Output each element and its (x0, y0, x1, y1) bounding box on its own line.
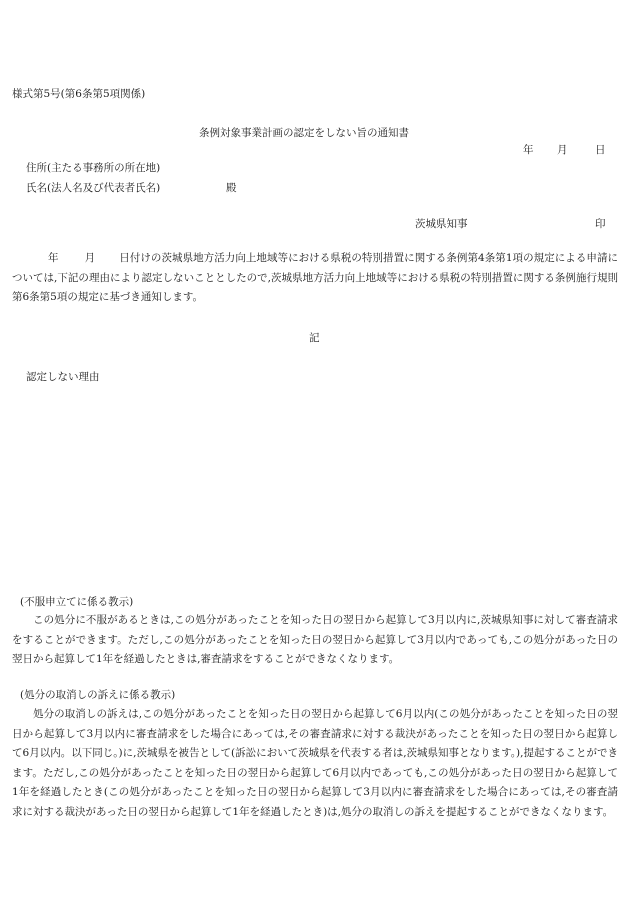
seal-mark: 印 (595, 218, 606, 230)
body-year: 年 (48, 252, 59, 264)
ki-marker: 記 (309, 332, 320, 344)
recipient-honorific: 殿 (226, 182, 237, 194)
date-day: 日 (595, 144, 606, 156)
date-month: 月 (557, 144, 568, 156)
date-year: 年 (523, 144, 534, 156)
recipient-address-label: 住所(主たる事務所の所在地) (26, 162, 161, 174)
lawsuit-text: 処分の取消しの訴えは,この処分があったことを知った日の翌日から起算して6月以内(この処分があったことを知った日の翌日から起算して3月以内に審査請求をした場合にあっては,その審査請求に対する裁決があったことを知った日の翌日から起算して6月以内。以下同じ。)に,茨城県を被告として(訴訟において茨城県を代表する者は,茨城県知事となります。),提起することができます。ただし,この処分があったことを知った日の翌日から起算して6月以内であっても,この処分があった日の翌日から起算して1年を経過したとき(この処分があったことを知った日の翌日から起算して3月以内に審査請求をした場合にあっては,その審査請求に対する裁決があった日の翌日から起算して1年を経過したとき)は,処分の取消しの訴えを提起することができなくなります。 (12, 708, 618, 818)
body-paragraph (12, 249, 618, 308)
appeal-heading: (不服申立てに係る教示) (20, 596, 134, 608)
body-text: 日付けの茨城県地方活力向上地域等における県税の特別措置に関する条例第4条第1項の規定による申請については,下記の理由により認定しないこととしたので,茨城県地方活力向上地域等における県税の特別措置に関する条例施行規則第6条第5項の規定に基づき通知します。 (12, 252, 619, 303)
sender-title: 茨城県知事 (415, 218, 468, 230)
document-title: 条例対象事業計画の認定をしない旨の通知書 (199, 127, 409, 139)
recipient-name-label: 氏名(法人名及び代表者氏名) (26, 182, 161, 194)
lawsuit-heading: (処分の取消しの訴えに係る教示) (20, 689, 176, 701)
form-number: 様式第5号(第6条第5項関係) (12, 88, 146, 100)
body-month: 月 (84, 252, 96, 264)
appeal-text: この処分に不服があるときは,この処分があったことを知った日の翌日から起算して3月以内に,茨城県知事に対して審査請求をすることができます。ただし,この処分があったことを知った日の翌日から起算して3月以内であっても,この処分があった日の翌日から起算して1年を経過したときは,審査請求をすることができなくなります。 (12, 614, 618, 665)
reason-label: 認定しない理由 (26, 371, 100, 383)
